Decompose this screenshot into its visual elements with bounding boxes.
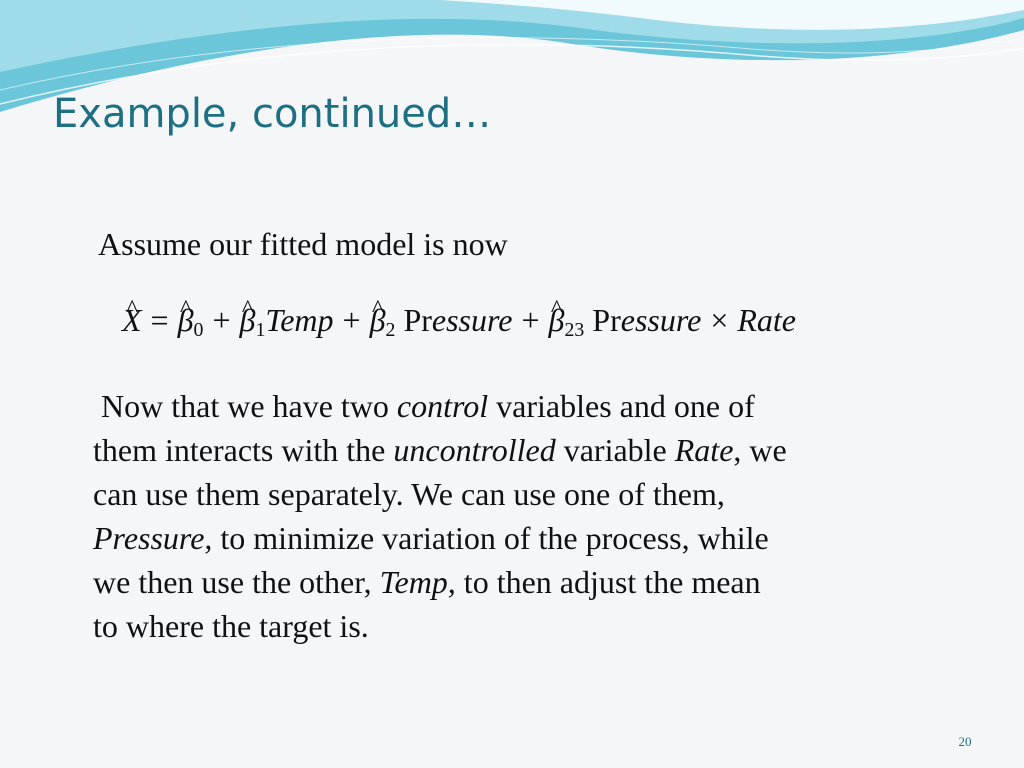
times-sign: × <box>710 302 729 338</box>
var-temp: Temp <box>265 302 334 338</box>
emphasis-temp: Temp, <box>379 564 456 600</box>
plus-sign: + <box>521 302 540 338</box>
plus-sign: + <box>212 302 231 338</box>
emphasis-rate: Rate <box>674 432 734 468</box>
emphasis-control: control <box>396 388 489 424</box>
text-run: can use them separately. We can use one of them, <box>93 476 725 512</box>
paragraph-line-3 <box>93 472 973 516</box>
subscript-2: 2 <box>385 318 396 341</box>
text-run: we then use the other, <box>93 564 380 600</box>
beta-hat-1: ^ β <box>240 296 256 344</box>
emphasis-pressure: Pressure, <box>93 520 213 556</box>
var-pressure-italic: essure <box>431 302 513 338</box>
subscript-23: 23 <box>564 318 585 341</box>
paragraph-line-2 <box>93 428 973 472</box>
text-run: them interacts with the <box>93 432 394 468</box>
paragraph-line-4 <box>93 516 973 560</box>
intro-text: Assume our fitted model is now <box>98 226 508 262</box>
beta-hat-0: ^ β <box>178 296 194 344</box>
text-run: variables and one of <box>488 388 755 424</box>
regression-formula <box>122 296 796 354</box>
page-number: 20 <box>958 734 972 749</box>
var-rate: Rate <box>737 302 796 338</box>
var-pressure-upright: Pr <box>403 302 432 338</box>
paragraph-line-5 <box>93 560 973 604</box>
beta-hat-23: ^ β <box>549 296 565 344</box>
paragraph-line-1 <box>93 384 973 428</box>
equals-sign: = <box>150 302 169 338</box>
subscript-1: 1 <box>255 318 266 341</box>
text-run: to where the target is. <box>93 608 369 644</box>
var-pressure-upright: Pr <box>592 302 621 338</box>
subscript-0: 0 <box>193 318 204 341</box>
text-run: , we <box>733 432 787 468</box>
slide-title: Example, continued… <box>53 91 492 137</box>
text-run: Now that we have two <box>101 388 397 424</box>
text-run: variable <box>555 432 675 468</box>
var-pressure-italic: essure <box>620 302 702 338</box>
paragraph-line-6 <box>93 604 973 648</box>
text-run: to minimize variation of the process, while <box>212 520 769 556</box>
explanation-paragraph <box>93 384 973 648</box>
emphasis-uncontrolled: uncontrolled <box>393 432 556 468</box>
x-hat: ^ X <box>122 296 142 344</box>
beta-hat-2: ^ β <box>370 296 386 344</box>
plus-sign: + <box>342 302 361 338</box>
text-run: to then adjust the mean <box>455 564 761 600</box>
